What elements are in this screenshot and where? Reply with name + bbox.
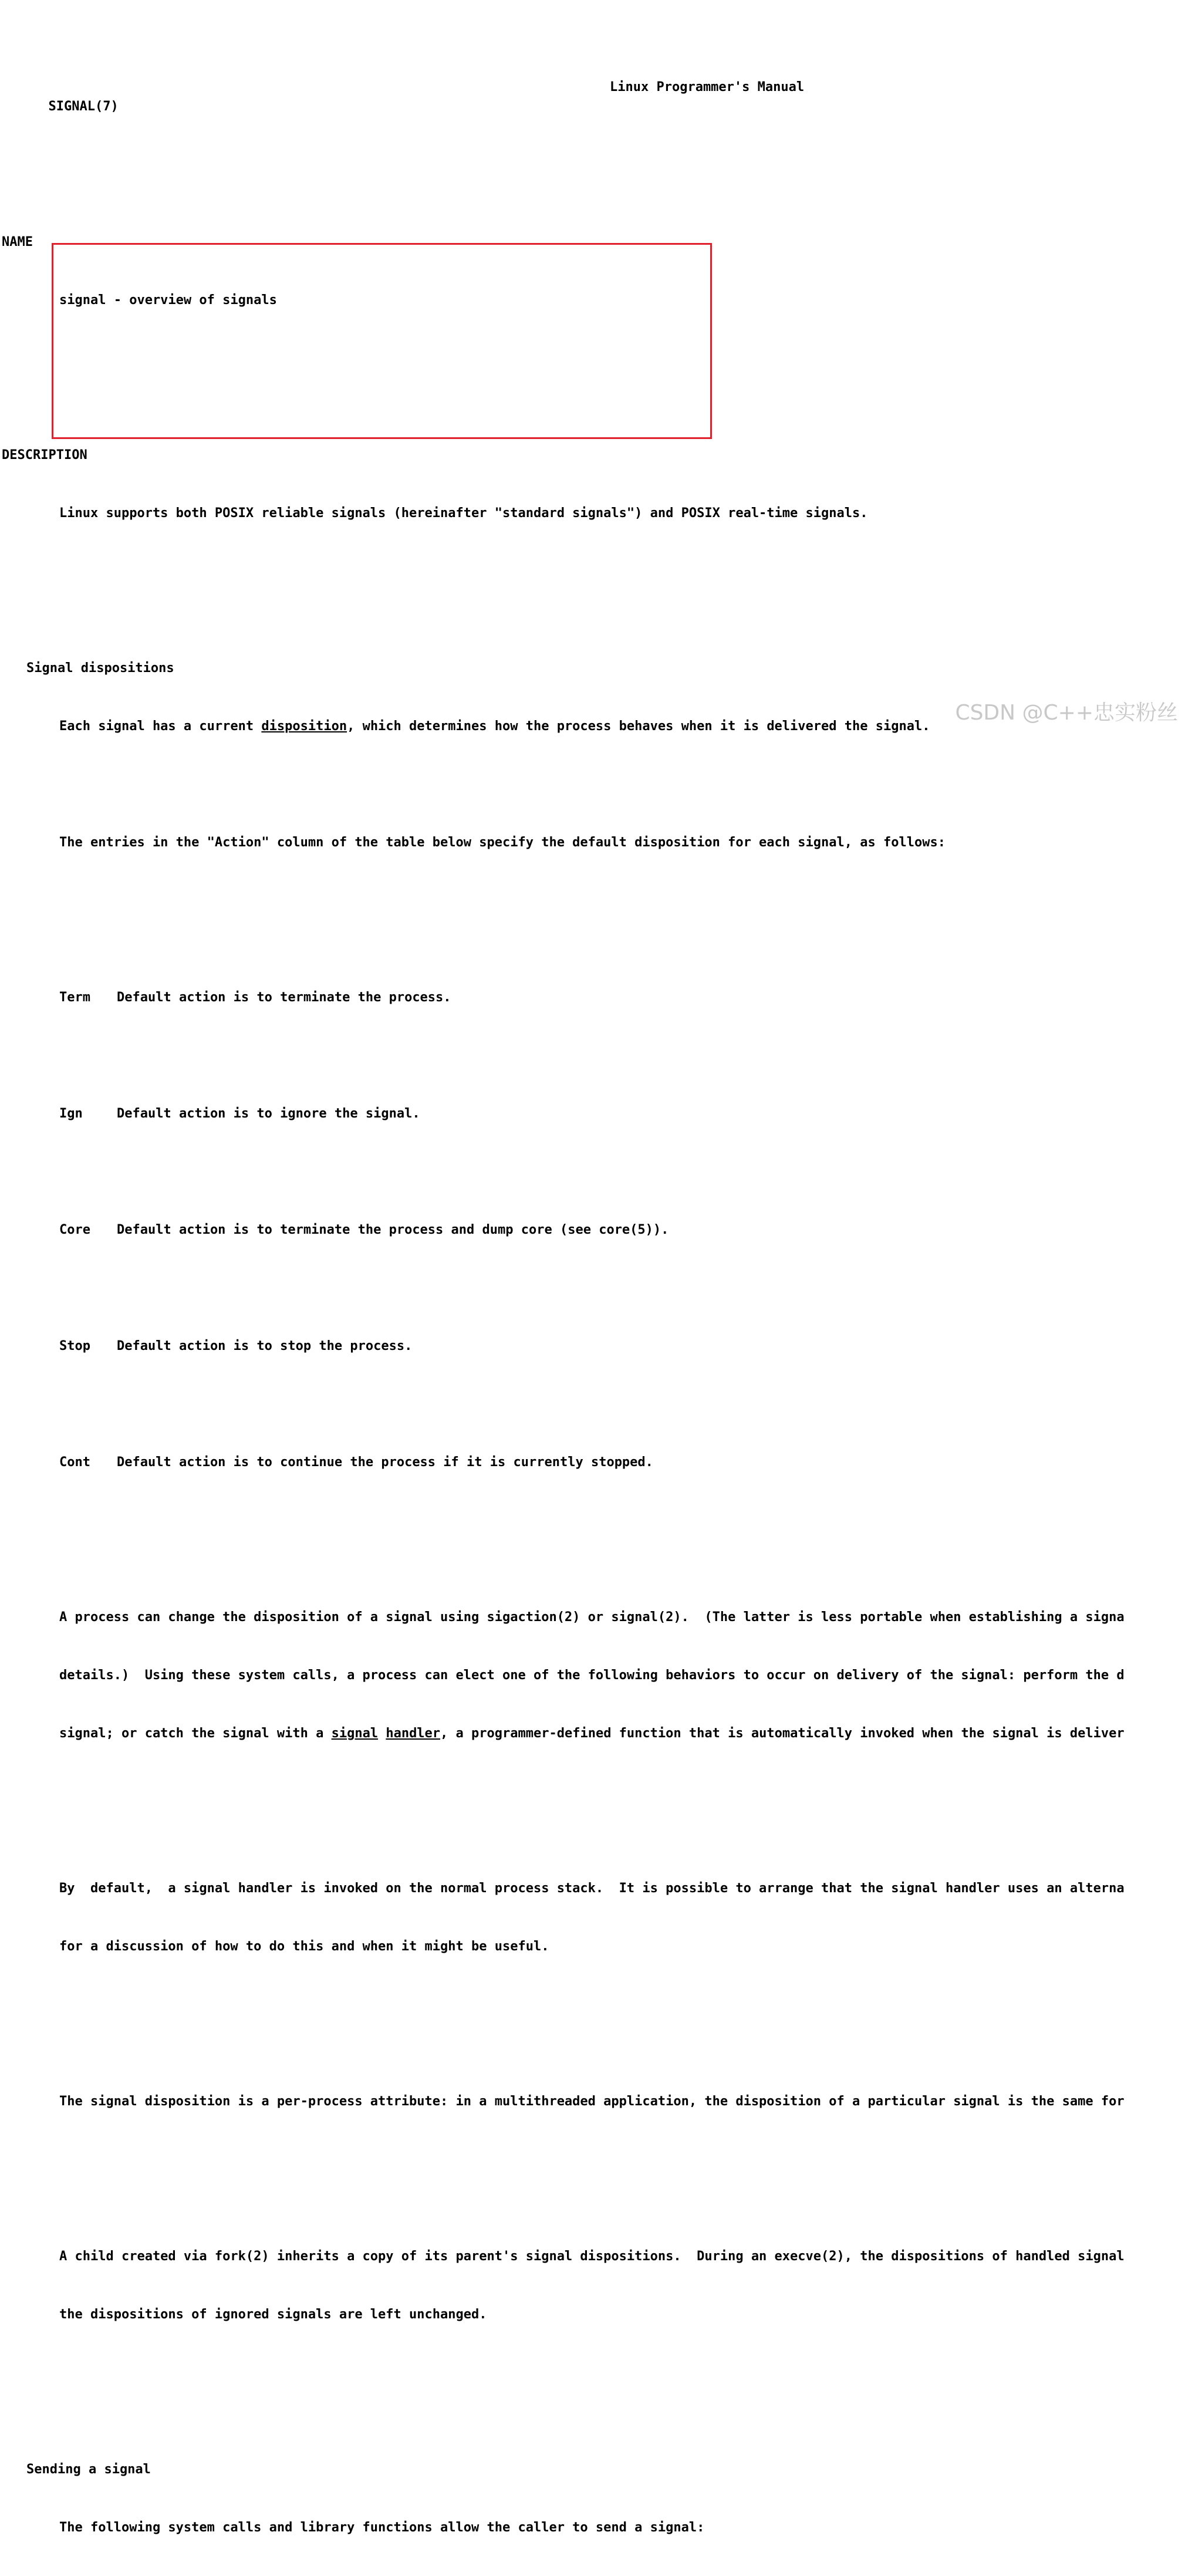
link-signal[interactable]: signal	[331, 1726, 379, 1741]
description-intro: Linux supports both POSIX reliable signals (hereinafter "standard signals") and POSIX real-time signals.	[59, 506, 868, 521]
name-line: signal - overview of signals	[59, 293, 277, 308]
action-row-core	[0, 1220, 1185, 1240]
link-handler[interactable]: handler	[386, 1726, 441, 1741]
action-row-ign	[0, 1104, 1185, 1123]
csdn-watermark: CSDN @C++忠实粉丝	[955, 701, 1178, 725]
action-desc: Default action is to continue the process if it is currently stopped.	[117, 1455, 653, 1470]
dispositions-paragraph-6-line-1: A child created via fork(2) inherits a copy of its parent's signal dispositions. During an execve(2), the dispositions of handled signal	[59, 2249, 1125, 2264]
dispositions-paragraph-5: The signal disposition is a per-process attribute: in a multithreaded application, the disposition of a particular signal is the same for	[59, 2094, 1125, 2109]
dispositions-paragraph-4-line-2: for a discussion of how to do this and when it might be useful.	[59, 1939, 549, 1954]
man-header-left: SIGNAL(7)	[48, 99, 119, 114]
action-desc: Default action is to terminate the process.	[117, 990, 451, 1005]
dispositions-paragraph-3-line-3: signal; or catch the signal with a signal handler, a programmer-defined function that is automatically invoked when the signal is deliver	[59, 1726, 1125, 1741]
action-tag: Term	[59, 990, 90, 1005]
action-row-term	[0, 988, 1185, 1007]
dispositions-paragraph-1: Each signal has a current disposition, which determines how the process behaves when it is delivered the signal.	[59, 719, 930, 734]
action-tag: Stop	[59, 1339, 90, 1353]
man-header-center: Linux Programmer's Manual	[610, 80, 805, 94]
sending-paragraph-1: The following system calls and library functions allow the caller to send a signal:	[59, 2520, 705, 2535]
dispositions-paragraph-2: The entries in the "Action" column of the table below specify the default disposition for each signal, as follows:	[59, 835, 946, 850]
action-tag: Core	[59, 1223, 90, 1237]
subheading-signal-dispositions: Signal dispositions	[26, 661, 174, 676]
dispositions-paragraph-3-line-1: A process can change the disposition of a signal using sigaction(2) or signal(2). (The latter is less portable when establishing a signa	[59, 1610, 1125, 1625]
section-heading-name: NAME	[2, 235, 33, 249]
subheading-sending-a-signal: Sending a signal	[26, 2462, 151, 2477]
action-desc: Default action is to terminate the process and dump core (see core(5)).	[117, 1223, 669, 1237]
dispositions-paragraph-3-line-2: details.) Using these system calls, a process can elect one of the following behaviors to occur on delivery of the signal: perform the d	[59, 1668, 1125, 1683]
highlight-annotation-box	[52, 243, 712, 439]
link-disposition[interactable]: disposition	[261, 719, 347, 734]
action-row-stop	[0, 1336, 1185, 1356]
action-row-cont	[0, 1453, 1185, 1472]
action-tag: Cont	[59, 1455, 90, 1470]
action-desc: Default action is to ignore the signal.	[117, 1106, 420, 1121]
dispositions-paragraph-6-line-2: the dispositions of ignored signals are left unchanged.	[59, 2307, 487, 2322]
section-heading-description: DESCRIPTION	[2, 448, 87, 462]
dispositions-paragraph-4-line-1: By default, a signal handler is invoked on the normal process stack. It is possible to arrange that the signal handler uses an alterna	[59, 1881, 1125, 1896]
action-desc: Default action is to stop the process.	[117, 1339, 413, 1353]
action-tag: Ign	[59, 1106, 83, 1121]
man-header	[0, 77, 1185, 114]
